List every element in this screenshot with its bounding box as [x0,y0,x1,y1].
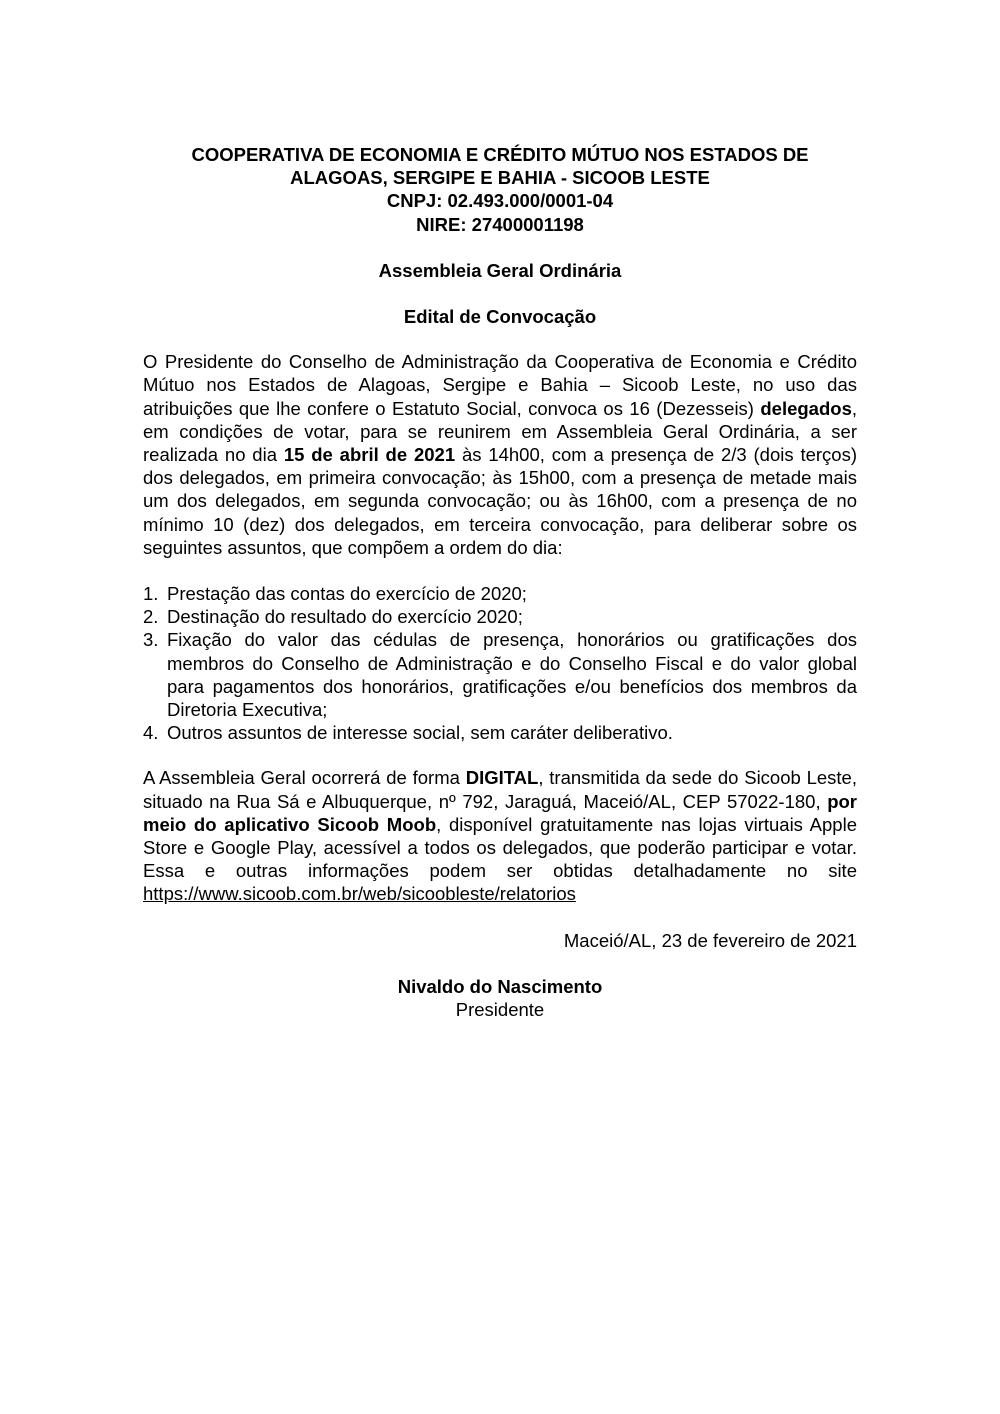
signature-block [143,975,857,1021]
agenda-item-number: 4. [143,722,159,744]
agenda-item [143,605,857,628]
agenda-item-number: 3. [143,629,159,651]
agenda-item-number: 2. [143,606,159,628]
closing-bold-app: por meio do aplicativo Sicoob Moob [143,790,857,835]
intro-text-2: , em condições de votar, para se reunirem em Assembleia Geral Ordinária, a ser realizada no dia [143,397,857,466]
document-page [143,143,857,1021]
intro-bold-date: 15 de abril de 2021 [283,444,456,466]
closing-text-3: , disponível gratuitamente nas lojas virtuais Apple Store e Google Play, acessível a todos os delegados, que poderão participar e votar. Essa e outras informações podem ser obtidas detalhadamente no site [143,813,857,882]
reports-link[interactable]: https://www.sicoob.com.br/web/sicoobleste/relatorios [143,883,576,905]
agenda-item-number: 1. [143,583,159,605]
agenda-item-text: Outros assuntos de interesse social, sem caráter deliberativo. [167,722,673,744]
nire: NIRE: 27400001198 [416,213,584,235]
closing-text-2: , transmitida da sede do Sicoob Leste, situado na Rua Sá e Albuquerque, nº 792, Jaraguá, Maceió/AL, CEP 57022-180, [143,767,857,812]
intro-paragraph [143,350,857,559]
agenda-item-text: Prestação das contas do exercício de 2020; [167,583,527,605]
intro-text-1: O Presidente do Conselho de Administração da Cooperativa de Economia e Crédito Mútuo nos Estados de Alagoas, Sergipe e Bahia – Sicoob Leste, no uso das atribuições que lhe confere o Estatuto Social, convoca os 16 (Dezesseis) [143,351,857,419]
intro-text-3: às 14h00, com a presença de 2/3 (dois terços) dos delegados, em primeira convocação; às 15h00, com a presença de metade mais um dos delegados, em segunda convocação; ou às 16h00, com a presença de no mínimo 10 (dez) dos delegados, em terceira convocação, para deliberar sobre os seguintes assuntos, que compõem a ordem do dia: [143,444,857,558]
cooperative-name-line-1: COOPERATIVA DE ECONOMIA E CRÉDITO MÚTUO NOS ESTADOS DE [191,144,809,165]
place-and-date: Maceió/AL, 23 de fevereiro de 2021 [563,929,857,951]
agenda-item-text: Fixação do valor das cédulas de presença, honorários ou gratificações dos membros do Conselho de Administração e do Conselho Fiscal e do valor global para pagamentos dos honorários, gratificações e/ou benefícios dos membros da Diretoria Executiva; [167,629,857,721]
document-header [143,143,857,236]
intro-bold-delegates: delegados [760,397,852,419]
agenda-item [143,721,857,744]
signatory-role: Presidente [455,999,545,1021]
closing-text-1: A Assembleia Geral ocorrerá de forma [143,767,466,789]
notice-title: Edital de Convocação [403,306,597,328]
agenda-item [143,582,857,605]
agenda-list [143,582,857,744]
cnpj: CNPJ: 02.493.000/0001-04 [386,190,614,212]
signatory-name: Nivaldo do Nascimento [397,975,603,997]
closing-bold-digital: DIGITAL [465,767,539,789]
assembly-title: Assembleia Geral Ordinária [378,259,622,281]
closing-paragraph [143,766,857,905]
agenda-item-text: Destinação do resultado do exercício 2020; [167,606,523,628]
agenda-item [143,628,857,721]
cooperative-name-line-2: ALAGOAS, SERGIPE E BAHIA - SICOOB LESTE [290,167,710,189]
